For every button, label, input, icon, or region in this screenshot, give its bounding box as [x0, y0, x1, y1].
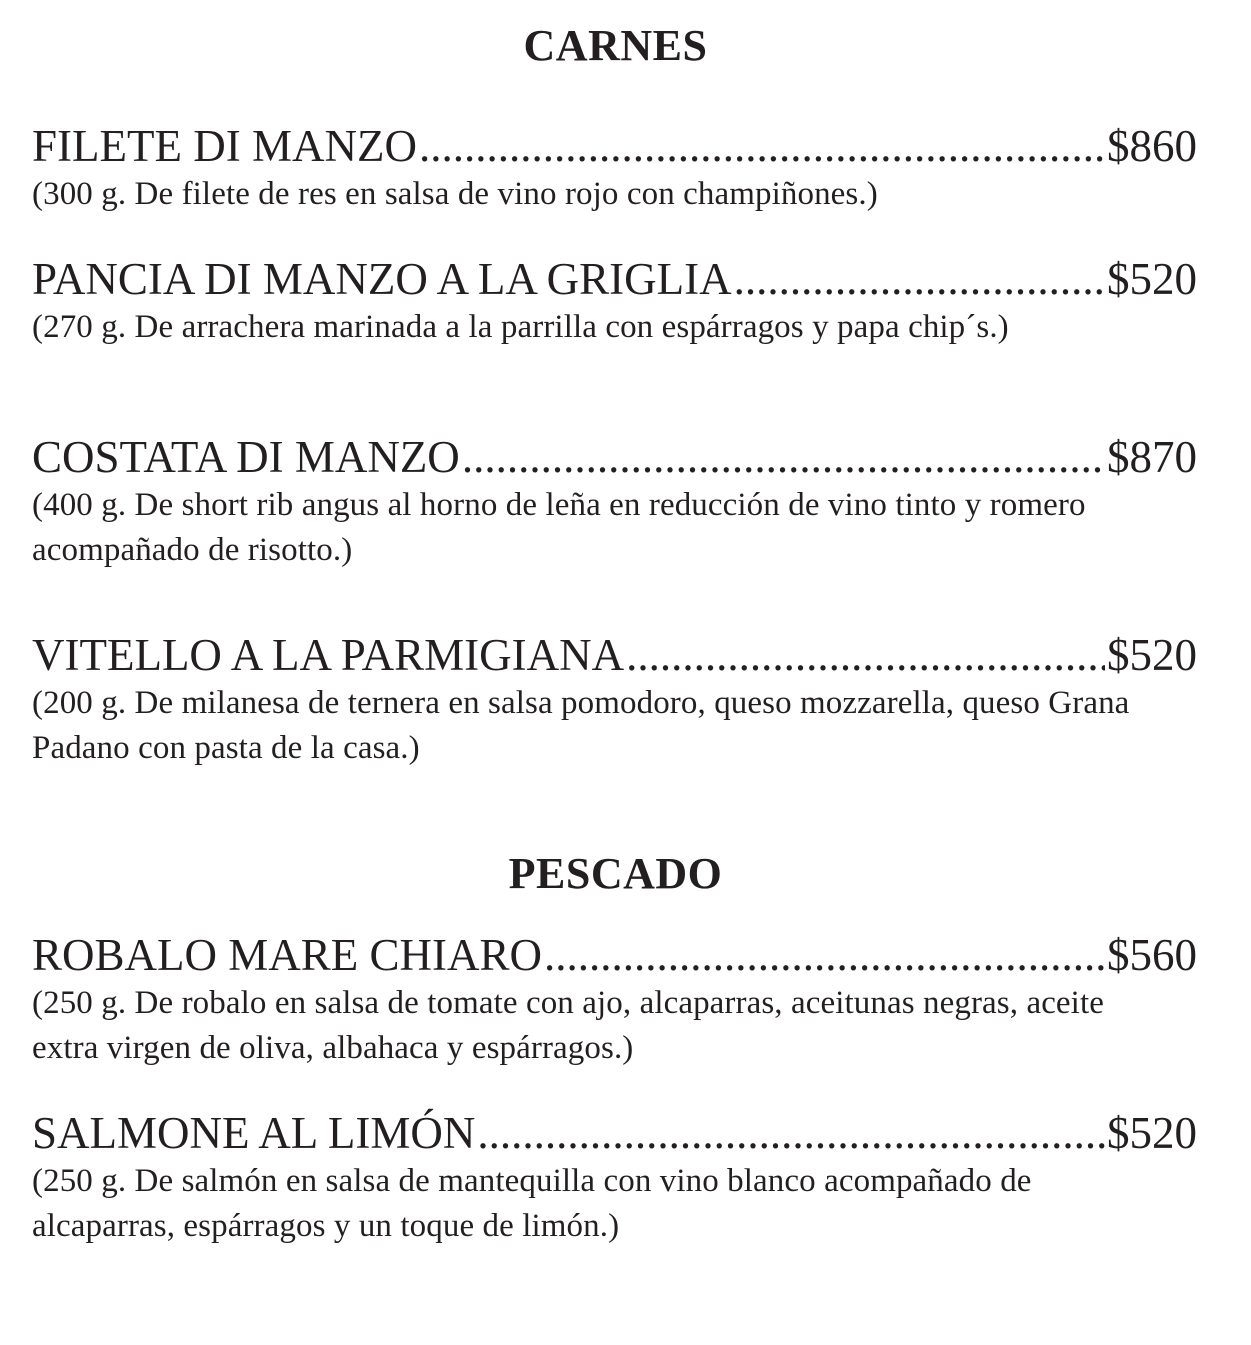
section-heading-pescado: PESCADO: [508, 849, 723, 898]
menu-item-name: COSTATA DI MANZO: [32, 432, 460, 482]
menu-item-title-line: [32, 432, 1197, 482]
menu-item-description: (250 g. De robalo en salsa de tomate con ajo, alcaparras, aceitunas negras, aceite extra virgen de oliva, albahaca y espárragos.): [32, 985, 1104, 1066]
dot-leader: [734, 254, 1105, 304]
menu-item-vitello-a-la-parmigiana: [32, 630, 1197, 771]
menu-item-price: $860: [1107, 121, 1197, 171]
menu-item-filete-di-manzo: [32, 121, 1197, 217]
menu-item-price: $520: [1107, 1108, 1197, 1158]
menu-item-price: $520: [1107, 254, 1197, 304]
dot-leader: [419, 121, 1105, 171]
menu-item-description: (300 g. De filete de res en salsa de vino rojo con champiñones.): [32, 176, 878, 212]
section-heading-carnes: CARNES: [523, 21, 708, 70]
menu-item-name: PANCIA DI MANZO A LA GRIGLIA: [32, 254, 732, 304]
menu-item-price: $870: [1107, 432, 1197, 482]
dot-leader: [462, 432, 1105, 482]
menu-item-name: FILETE DI MANZO: [32, 121, 417, 171]
dot-leader: [544, 930, 1105, 980]
menu-item-title-line: [32, 630, 1197, 680]
menu-item-price: $560: [1107, 930, 1197, 980]
menu-item-name: ROBALO MARE CHIARO: [32, 930, 543, 980]
menu-item-robalo-mare-chiaro: [32, 930, 1197, 1071]
menu-item-title-line: [32, 254, 1197, 304]
menu-item-salmone-al-limon: [32, 1108, 1197, 1249]
menu-item-description: (270 g. De arrachera marinada a la parrilla con espárragos y papa chip´s.): [32, 309, 1009, 345]
menu-item-description: (400 g. De short rib angus al horno de leña en reducción de vino tinto y romero acompañado de risotto.): [32, 487, 1086, 568]
menu-item-description: (200 g. De milanesa de ternera en salsa pomodoro, queso mozzarella, queso Grana Padano con pasta de la casa.): [32, 685, 1130, 766]
menu-item-title-line: [32, 121, 1197, 171]
menu-item-name: VITELLO A LA PARMIGIANA: [32, 630, 625, 680]
menu-item-price: $520: [1107, 630, 1197, 680]
dot-leader: [477, 1108, 1105, 1158]
menu-item-name: SALMONE AL LIMÓN: [32, 1108, 476, 1158]
menu-item-pancia-di-manzo: [32, 254, 1197, 350]
menu-item-costata-di-manzo: [32, 432, 1197, 573]
menu-item-title-line: [32, 1108, 1197, 1158]
menu-item-title-line: [32, 930, 1197, 980]
menu-item-description: (250 g. De salmón en salsa de mantequilla con vino blanco acompañado de alcaparras, espárragos y un toque de limón.): [32, 1163, 1032, 1244]
dot-leader: [626, 630, 1105, 680]
